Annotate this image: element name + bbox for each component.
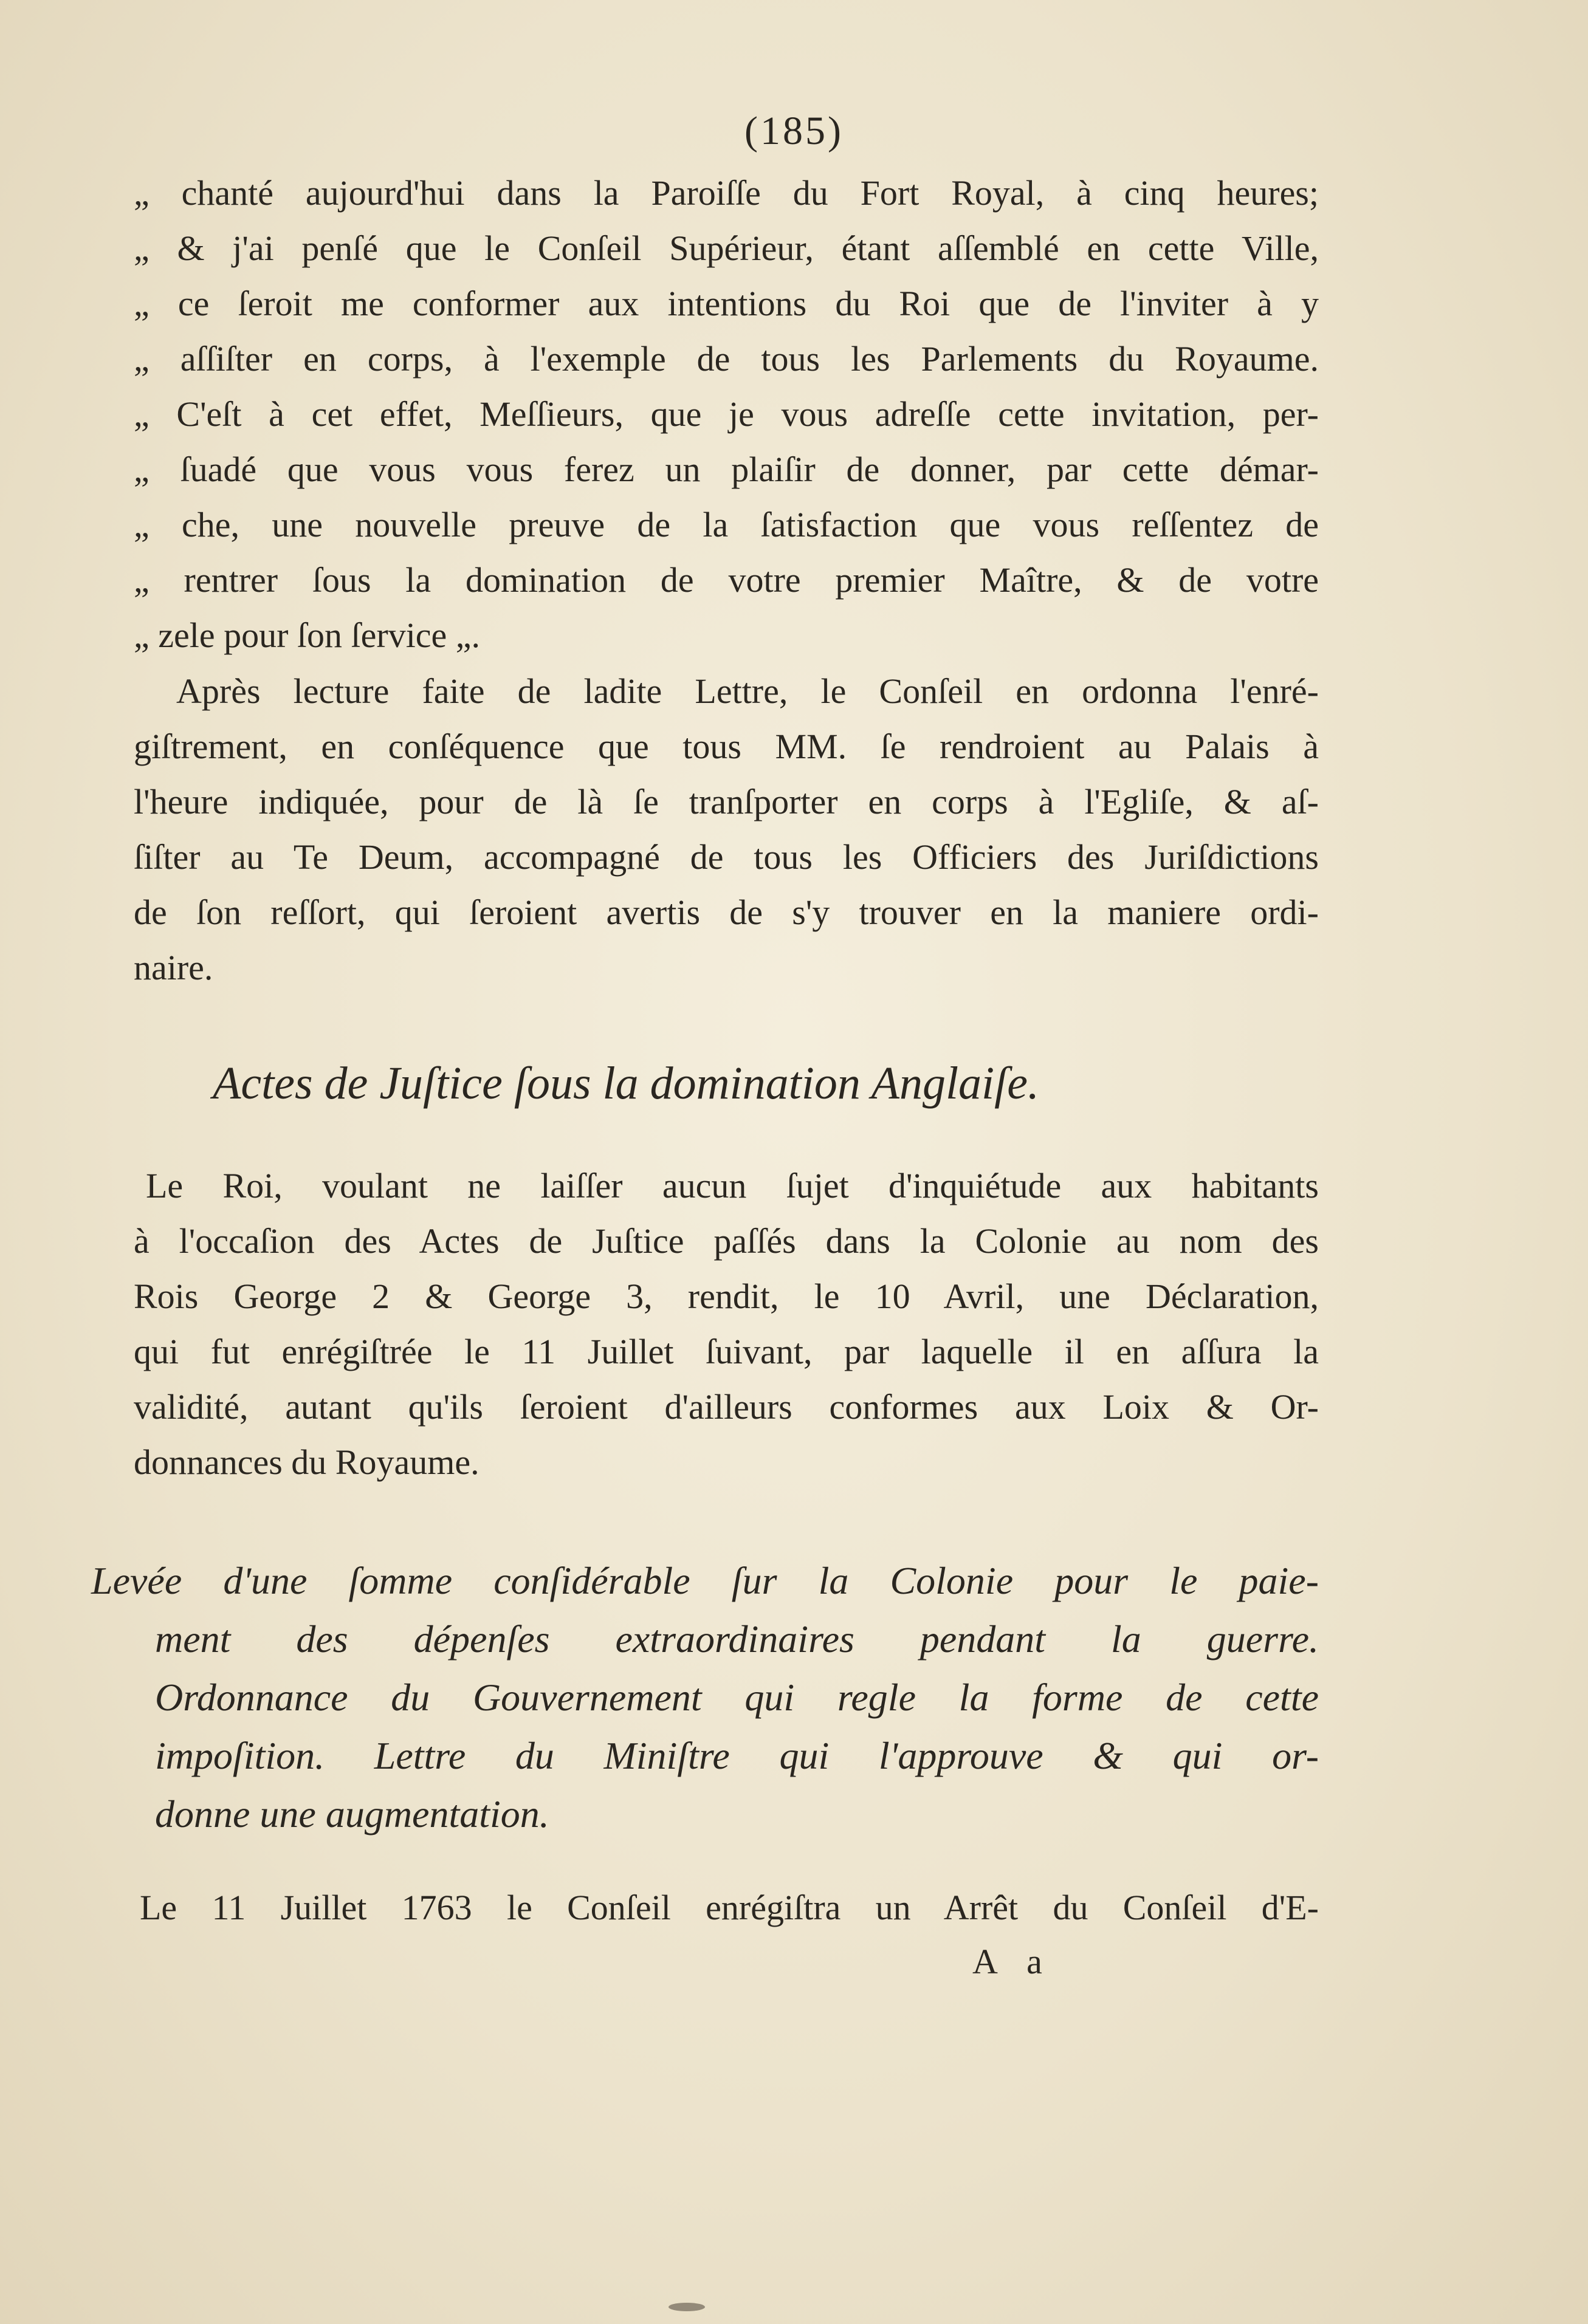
section-heading: Actes de Juſtice ſous la domination Anglaiſe. xyxy=(213,1058,1040,1109)
text-line: l'heure indiquée, pour de là ſe tranſporter en corps à l'Egliſe, & aſ- xyxy=(134,782,1319,821)
heading-line: donne une augmentation. xyxy=(155,1792,549,1836)
text-line: „ che, une nouvelle preuve de la ſatisfaction que vous reſſentez de xyxy=(134,505,1319,544)
text-line: „ ſuadé que vous vous ferez un plaiſir de donner, par cette démar- xyxy=(134,450,1319,489)
text-line: „ zele pour ſon ſervice „. xyxy=(134,615,481,655)
text-line: à l'occaſion des Actes de Juſtice paſſés dans la Colonie au nom des xyxy=(134,1221,1319,1261)
text-line: qui fut enrégiſtrée le 11 Juillet ſuivant, par laquelle il en aſſura la xyxy=(134,1332,1319,1371)
text-line: giſtrement, en conſéquence que tous MM. ſe rendroient au Palais à xyxy=(134,727,1319,766)
text-line: Rois George 2 & George 3, rendit, le 10 Avril, une Déclaration, xyxy=(134,1277,1319,1316)
text-line: ſiſter au Te Deum, accompagné de tous les Officiers des Juriſdictions xyxy=(134,837,1319,877)
catchword: A a xyxy=(972,1942,1053,1981)
text-line: donnances du Royaume. xyxy=(134,1442,479,1482)
text-line: Après lecture faite de ladite Lettre, le Conſeil en ordonna l'enré- xyxy=(176,671,1319,711)
heading-line: impoſition. Lettre du Miniſtre qui l'approuve & qui or- xyxy=(155,1734,1319,1777)
text-line: de ſon reſſort, qui ſeroient avertis de s'y trouver en la maniere ordi- xyxy=(134,893,1319,932)
heading-line: ment des dépenſes extraordinaires pendant la guerre. xyxy=(155,1617,1319,1661)
text-line: validité, autant qu'ils ſeroient d'ailleurs conformes aux Loix & Or- xyxy=(134,1387,1319,1427)
text-line: „ C'eſt à cet effet, Meſſieurs, que je vous adreſſe cette invitation, per- xyxy=(134,394,1319,434)
page-number: (185) xyxy=(744,109,844,153)
ink-smudge xyxy=(669,2303,705,2311)
text-line: „ ce ſeroit me conformer aux intentions du Roi que de l'inviter à y xyxy=(134,284,1319,323)
text-line: Le Roi, voulant ne laiſſer aucun ſujet d'inquiétude aux habitants xyxy=(146,1166,1319,1205)
text-line: „ rentrer ſous la domination de votre premier Maître, & de votre xyxy=(134,560,1319,600)
heading-line: Levée d'une ſomme conſidérable ſur la Colonie pour le paie- xyxy=(91,1559,1319,1602)
text-line: naire. xyxy=(134,948,213,987)
text-line: Le 11 Juillet 1763 le Conſeil enrégiſtra un Arrêt du Conſeil d'E- xyxy=(140,1888,1319,1927)
heading-line: Ordonnance du Gouvernement qui regle la forme de cette xyxy=(155,1676,1319,1719)
text-line: „ chanté aujourd'hui dans la Paroiſſe du Fort Royal, à cinq heures; xyxy=(134,173,1319,213)
text-line: „ aſſiſter en corps, à l'exemple de tous les Parlements du Royaume. xyxy=(134,339,1319,379)
text-line: „ & j'ai penſé que le Conſeil Supérieur, étant aſſemblé en cette Ville, xyxy=(134,228,1319,268)
